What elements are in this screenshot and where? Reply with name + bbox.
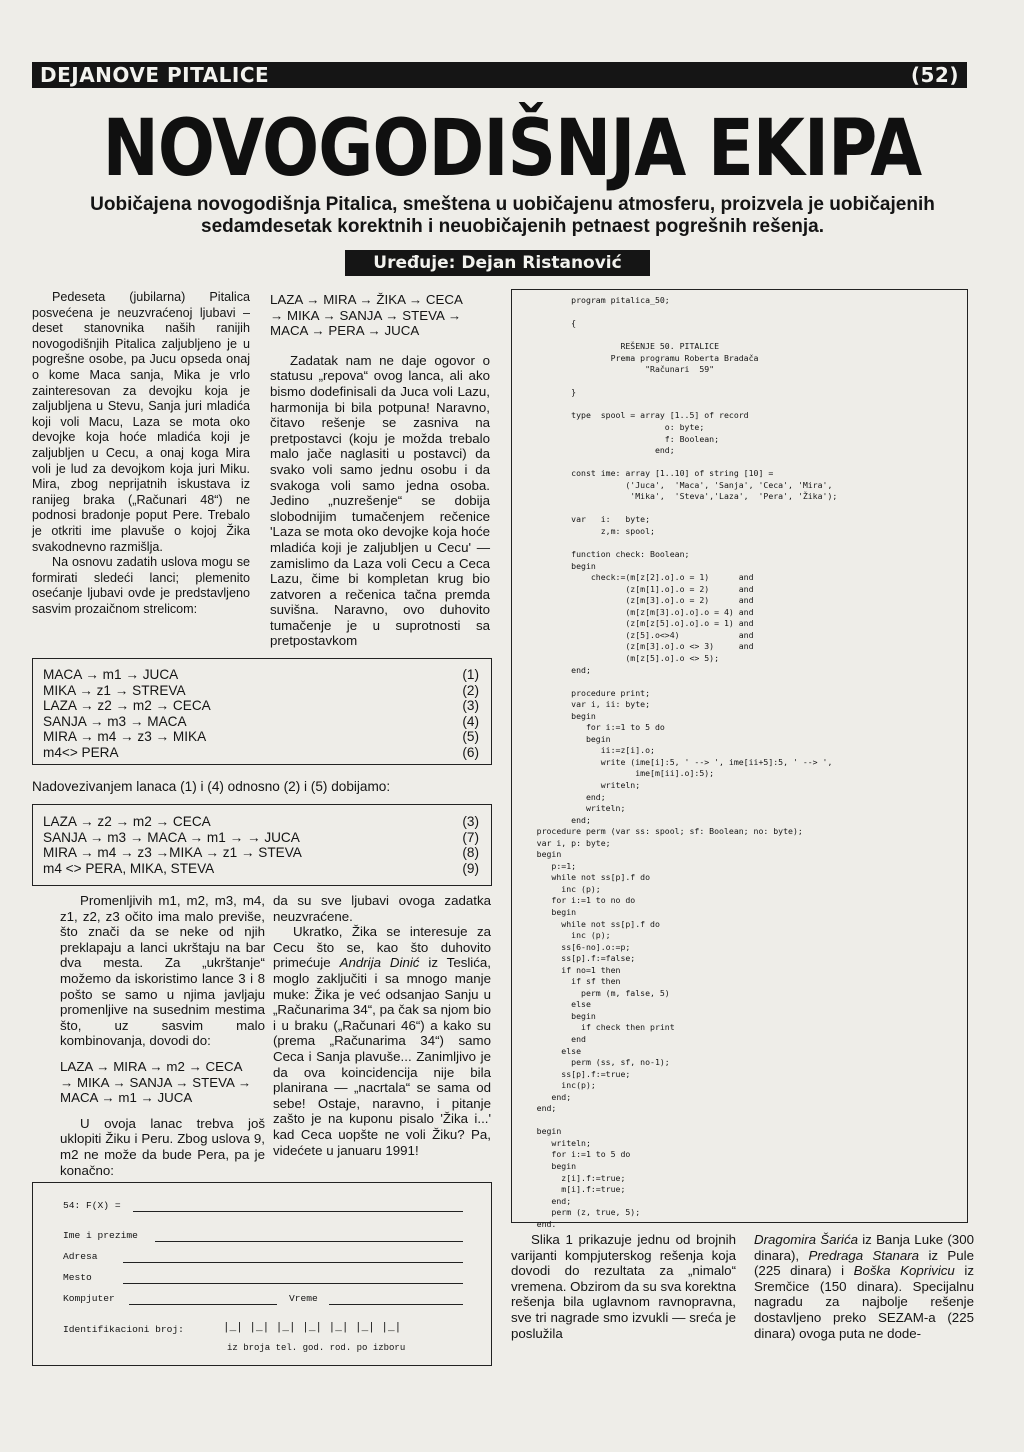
column-chain bbox=[270, 292, 490, 649]
chain-row: MIRA → m4 → z3 → MIKA (5) bbox=[43, 729, 479, 744]
article-title: NOVOGODIŠNJA EKIPA bbox=[102, 104, 922, 194]
chain-row: m4 <> PERA, MIKA, STEVA (9) bbox=[43, 860, 479, 876]
conclusion-paragraph: da su sve ljubavi ovoga zadatka neuzvraćene. bbox=[273, 893, 491, 924]
coupon-formula-label: 54: F(X) = bbox=[63, 1200, 121, 1211]
address-label: Adresa bbox=[63, 1251, 98, 1262]
winner-name: Predraga Stanara bbox=[808, 1247, 920, 1263]
column-solution bbox=[60, 893, 265, 1178]
analysis-paragraph: Zadatak nam ne daje ogovor o statusu „repova“ ovog lanca, ali ako bismo dodefinisali da Juca voli Lazu, harmonija bi bila potpuna! Naravno, čitavo rešenje se zasniva na pretpostavci (koju je možda trebalo malo jače naglasiti u postavci) da svako voli samo jednu osobu i da svakoga voli samo jedna osoba. Jedino „nuzrešenje“ se dobija slobodnijim tumačenjem rečenice 'Laza se mota oko devojke koja hoće mladića koji je zaljubljen u Cecu' — zamislimo da Laza voli Cecu a Ceca Lazu, čime bi kompletan krug bio zatvoren a rečenica tačna premda suvišna. Naravno, ovo duhovito tumačenje je u suprotnosti sa pretpostavkom bbox=[270, 352, 490, 649]
chain-row: LAZA → z2 → m2 → CECA (3) bbox=[43, 814, 479, 829]
chain-row: SANJA → m3 → MACA (4) bbox=[43, 713, 479, 729]
joined-chains-box bbox=[32, 804, 492, 886]
winner-name: Dragomira Šarića bbox=[754, 1232, 858, 1247]
series-title: DEJANOVE PITALICE bbox=[40, 63, 270, 87]
answer-coupon bbox=[32, 1182, 492, 1366]
chain-line: MACA → PERA → JUCA bbox=[270, 323, 420, 339]
computer-field[interactable] bbox=[129, 1304, 277, 1305]
reader-name: Andrija Dinić bbox=[339, 955, 420, 971]
id-digit-boxes[interactable]: |_| |_| |_| |_| |_| |_| |_| bbox=[223, 1322, 402, 1334]
chain-row: MIRA → m4 → z3 →MIKA → z1 → STEVA (8) bbox=[43, 845, 479, 860]
solution-paragraph: Promenljivih m1, m2, m3, m4, z1, z2, z3 očito ima malo previše, što znači da se neke od njih preklapaju a lanci ukrštaju na bar dva mesta. Za „ukrštanje“ možemo da iskoristimo lance 3 i 8 pošto se samo u njima javljaju promenljive na susednim mestima što, uz sasvim malo kombinovanja, dovodi do: bbox=[60, 893, 265, 1049]
chain-row: MIKA → z1 → STREVA (2) bbox=[43, 682, 479, 698]
intro-paragraph-2: Na osnovu zadatih uslova mogu se formirati sledeći lanci; plemenito osećanje ljubavi ovde je predstavljeno sasvim prozaičnom strelicom: bbox=[32, 555, 250, 616]
column-conclusion bbox=[273, 893, 491, 1158]
chain-line: MACA → m1 → JUCA bbox=[60, 1090, 193, 1106]
column-result bbox=[511, 1232, 736, 1341]
time-field[interactable] bbox=[329, 1304, 463, 1305]
section-banner bbox=[32, 62, 967, 88]
chain-line: LAZA → MIRA → ŽIKA → CECA bbox=[270, 292, 463, 307]
chain-line: → MIKA → SANJA → STEVA → bbox=[60, 1074, 252, 1090]
chain-line: → MIKA → SANJA → STEVA → bbox=[270, 307, 462, 323]
winner-name: Boška Koprivicu bbox=[853, 1263, 955, 1279]
article-subtitle: Uobičajena novogodišnja Pitalica, smeštena u uobičajenu atmosferu, proizvela je uobičajenih sedamdesetak korektnih i neuobičajenih petnaest pogrešnih rešenja. bbox=[90, 194, 935, 237]
editor-banner: Uređuje: Dejan Ristanović bbox=[345, 250, 650, 276]
code-listing bbox=[511, 289, 968, 1229]
place-label: Mesto bbox=[63, 1272, 92, 1283]
chain-join-text: Nadovezivanjem lanaca (1) i (4) odnosno (2) i (5) dobijamo: bbox=[32, 779, 391, 794]
address-field[interactable] bbox=[123, 1262, 463, 1263]
conclusion-paragraph-2: Ukratko, Žika se interesuje za Cecu što se, kao što duhovito primećuje Andrija Dinić iz Teslića, moglo zaključiti i sa mnogo manje muke: Žika je već odsanjao Sanju u „Računarima 34“, pa čak sa njom bio i u braku („Računari 46“) a kako su (prema „Računarima 34“) samo Ceca i Sanja plavuše... Zanimljivo je da ova koincidencija nije bila planirana — „nacrtala“ se sama od sebe! Ostaje, naravno, i pitanje zašto je na kuponu pisalo 'Žika i...' kad Ceca uopšte ne voli Žiku? Pa, videćete u januaru 1991! bbox=[273, 924, 492, 1158]
chain-row: SANJA → m3 → MACA → m1 → → JUCA (7) bbox=[43, 829, 479, 845]
column-intro bbox=[32, 290, 250, 617]
id-label: Identifikacioni broj: bbox=[63, 1324, 184, 1335]
intro-paragraph: Pedeseta (jubilarna) Pitalica posvećena je neuzvraćenoj ljubavi – deset stanovnika naših ranijih novogodišnjih Pitalica zaljubljeno je u pogrešne osobe, pa Jucu opseda onaj o kome Maca sanja, Mika je vrlo zainteresovan za devojku koja je zaljubljena u Stevu, Sanja juri mladića koji voli Macu, Laza se mota oko devojke koja hoće mladića koji je zaljubljen u Cecu, a onaj koga Mira voli je lud za devojkom koja juri Miku. Mira, zbog neprijatnih iskustava iz ranijeg braka („Računari 48“) ne podnosi bradonje poput Pere. Trebalo je otkriti ime plavuše o kojoj Žika svakodnevno razmišlja. bbox=[32, 290, 250, 554]
result-paragraph: Slika 1 prikazuje jednu od brojnih varijanti kompjuterskog rešenja koja dovodi do rezultata za „nimalo“ vremena. Obzirom da su sva korektna rešenja bila uglavnom ravnopravna, sve tri nagrade smo izvukli — sreća je poslužila bbox=[511, 1232, 736, 1341]
solution-paragraph-2: U ovoja lanac trebva još uklopiti Žiku i Peru. Zbog uslova 9, m2 ne može da bude Pera, pa je konačno: bbox=[60, 1115, 265, 1178]
issue-number: (52) bbox=[910, 63, 959, 87]
chain-line: LAZA → MIRA → m2 → CECA bbox=[60, 1058, 243, 1074]
chains-box bbox=[32, 658, 492, 765]
pascal-program: program pitalica_50; { REŠENJE 50. PITALICE Prema programu Roberta Bradača "Računari 59" } type spool = array [1..5] of record o: byte; f: Boolean; end; const ime: array [1..10] of string [10] = ('Juca', 'Maca', 'Sanja', 'Ceca', 'Mira', 'Mika', 'Steva','Laza', 'Pera', 'Žika'); var i: byte; z,m: spool; function check: Boolean; begin check:=(m[z[2].o].o = 1) and (z[m[1].o].o = 2) and (z[m[3].o].o = 2) and (m[z[m[3].o].o].o = 4) and (z[m[z[5].o].o].o = 1) and (z[5].o<>4) and (z[m[3].o].o <> 3) and (m[z[5].o].o <> 5); end; procedure print; var i, ii: byte; begin for i:=1 to 5 do begin ii:=z[i].o; write (ime[i]:5, ' --> ', ime[ii+5]:5, ' --> ', ime[m[ii].o]:5); writeln; end; writeln; end; procedure perm (var ss: spool; sf: Boolean; no: byte); var i, p: byte; begin p:=1; while not ss[p].f do inc (p); for i:=1 to no do begin while not ss[p].f do inc (p); ss[6-no].o:=p; ss[p].f:=false; if no=1 then if sf then perm (m, false, 5) else begin if check then print end else perm (ss, sf, no-1); ss[p].f:=true; inc(p); end; end; begin writeln; for i:=1 to 5 do begin z[i].f:=true; m[i].f:=true; end; perm (z, true, 5); end. bbox=[536, 295, 838, 1229]
chain-row: m4<> PERA (6) bbox=[43, 744, 479, 760]
time-label: Vreme bbox=[289, 1293, 318, 1304]
name-field[interactable] bbox=[155, 1241, 463, 1242]
name-label: Ime i prezime bbox=[63, 1230, 138, 1241]
place-field[interactable] bbox=[123, 1283, 463, 1284]
id-legend: iz broja tel. god. rod. po izboru bbox=[227, 1343, 406, 1353]
chain-row: LAZA → z2 → m2 → CECA (3) bbox=[43, 698, 479, 713]
computer-label: Kompjuter bbox=[63, 1293, 115, 1304]
formula-field[interactable] bbox=[133, 1211, 463, 1212]
column-winners: Dragomira Šarića iz Banja Luke (300 dinara), Predraga Stanara iz Pule (225 dinara) i Boška Koprivicu iz Sremčice (150 dinara). Specijalnu nagradu za najbolje rešenje dostavljeno preko SEZAM-a (225 dinara) ovoga puta ne dode- bbox=[754, 1232, 975, 1341]
chain-row: MACA → m1 → JUCA (1) bbox=[43, 667, 479, 682]
